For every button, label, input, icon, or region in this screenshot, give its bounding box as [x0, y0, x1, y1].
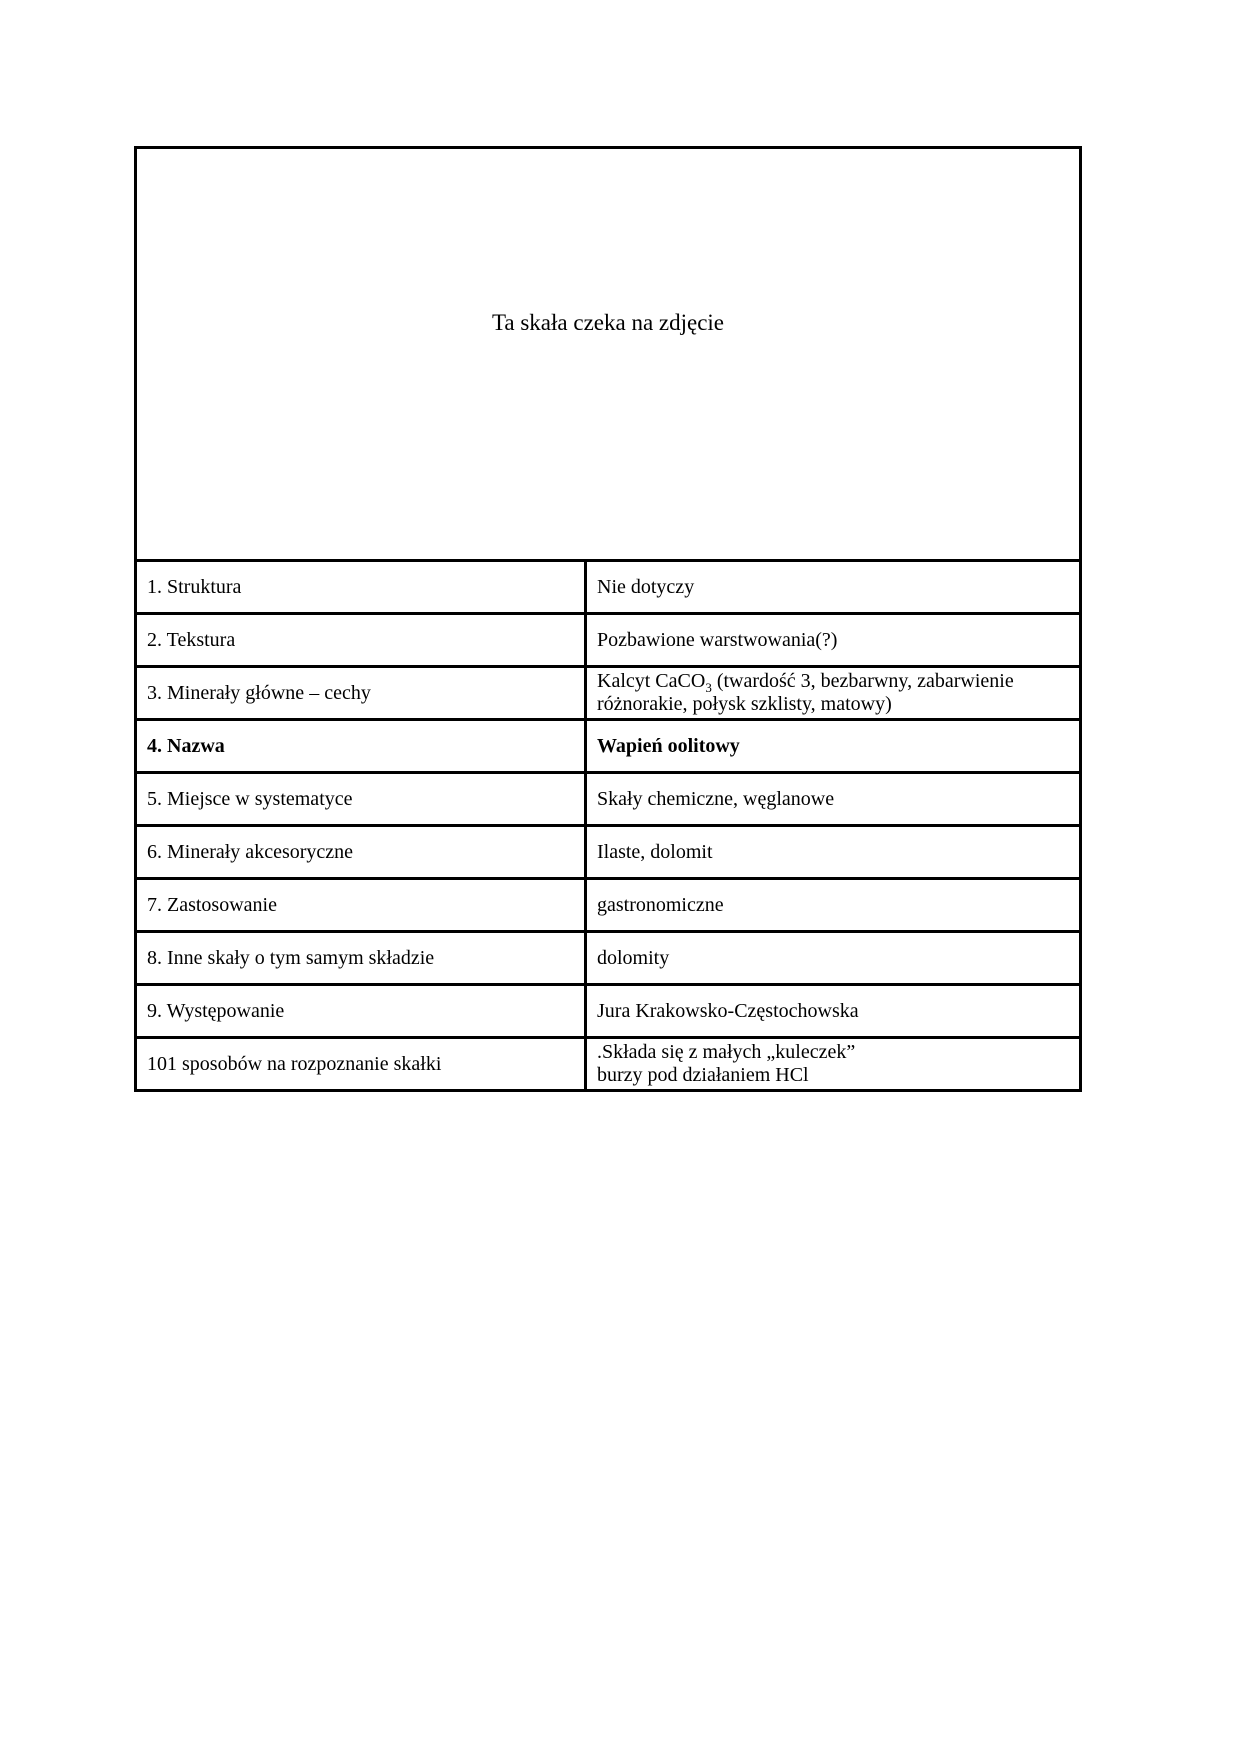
table-row — [136, 879, 1081, 932]
row-label: 9. Występowanie — [136, 985, 586, 1038]
value-line: .Składa się z małych „kuleczek” — [597, 1041, 856, 1063]
row-label: 8. Inne skały o tym samym składzie — [136, 932, 586, 985]
table-row — [136, 561, 1081, 614]
table-row — [136, 826, 1081, 879]
row-label: 7. Zastosowanie — [136, 879, 586, 932]
table-row-name — [136, 720, 1081, 773]
rock-description-table — [134, 146, 1082, 1092]
row-label: 3. Minerały główne – cechy — [136, 667, 586, 720]
row-value: Ilaste, dolomit — [586, 826, 1081, 879]
table-row — [136, 614, 1081, 667]
row-label: 4. Nazwa — [136, 720, 586, 773]
row-value: Skały chemiczne, węglanowe — [586, 773, 1081, 826]
row-label: 1. Struktura — [136, 561, 586, 614]
formula-subscript: 3 — [705, 680, 712, 695]
table-row — [136, 1038, 1081, 1091]
row-value: Wapień oolitowy — [586, 720, 1081, 773]
row-value: dolomity — [586, 932, 1081, 985]
row-value: Nie dotyczy — [586, 561, 1081, 614]
photo-placeholder-text: Ta skała czeka na zdjęcie — [491, 309, 725, 335]
table-row — [136, 985, 1081, 1038]
table-row — [136, 773, 1081, 826]
row-value: Jura Krakowsko-Częstochowska — [586, 985, 1081, 1038]
row-value: gastronomiczne — [586, 879, 1081, 932]
row-value — [586, 1038, 1081, 1091]
row-label: 6. Minerały akcesoryczne — [136, 826, 586, 879]
mineral-properties-text: (twardość 3, bezbarwny, zabarwienie różnorakie, połysk szklisty, matowy) — [597, 670, 1014, 715]
row-value — [586, 667, 1081, 720]
row-label: 2. Tekstura — [136, 614, 586, 667]
row-label: 101 sposobów na rozpoznanie skałki — [136, 1038, 586, 1091]
photo-placeholder-cell — [136, 148, 1081, 561]
formula-text: Kalcyt CaCO — [597, 670, 706, 692]
row-label: 5. Miejsce w systematyce — [136, 773, 586, 826]
table-row — [136, 932, 1081, 985]
row-value: Pozbawione warstwowania(?) — [586, 614, 1081, 667]
value-line: burzy pod działaniem HCl — [597, 1064, 809, 1086]
table-row — [136, 667, 1081, 720]
photo-row — [136, 148, 1081, 561]
